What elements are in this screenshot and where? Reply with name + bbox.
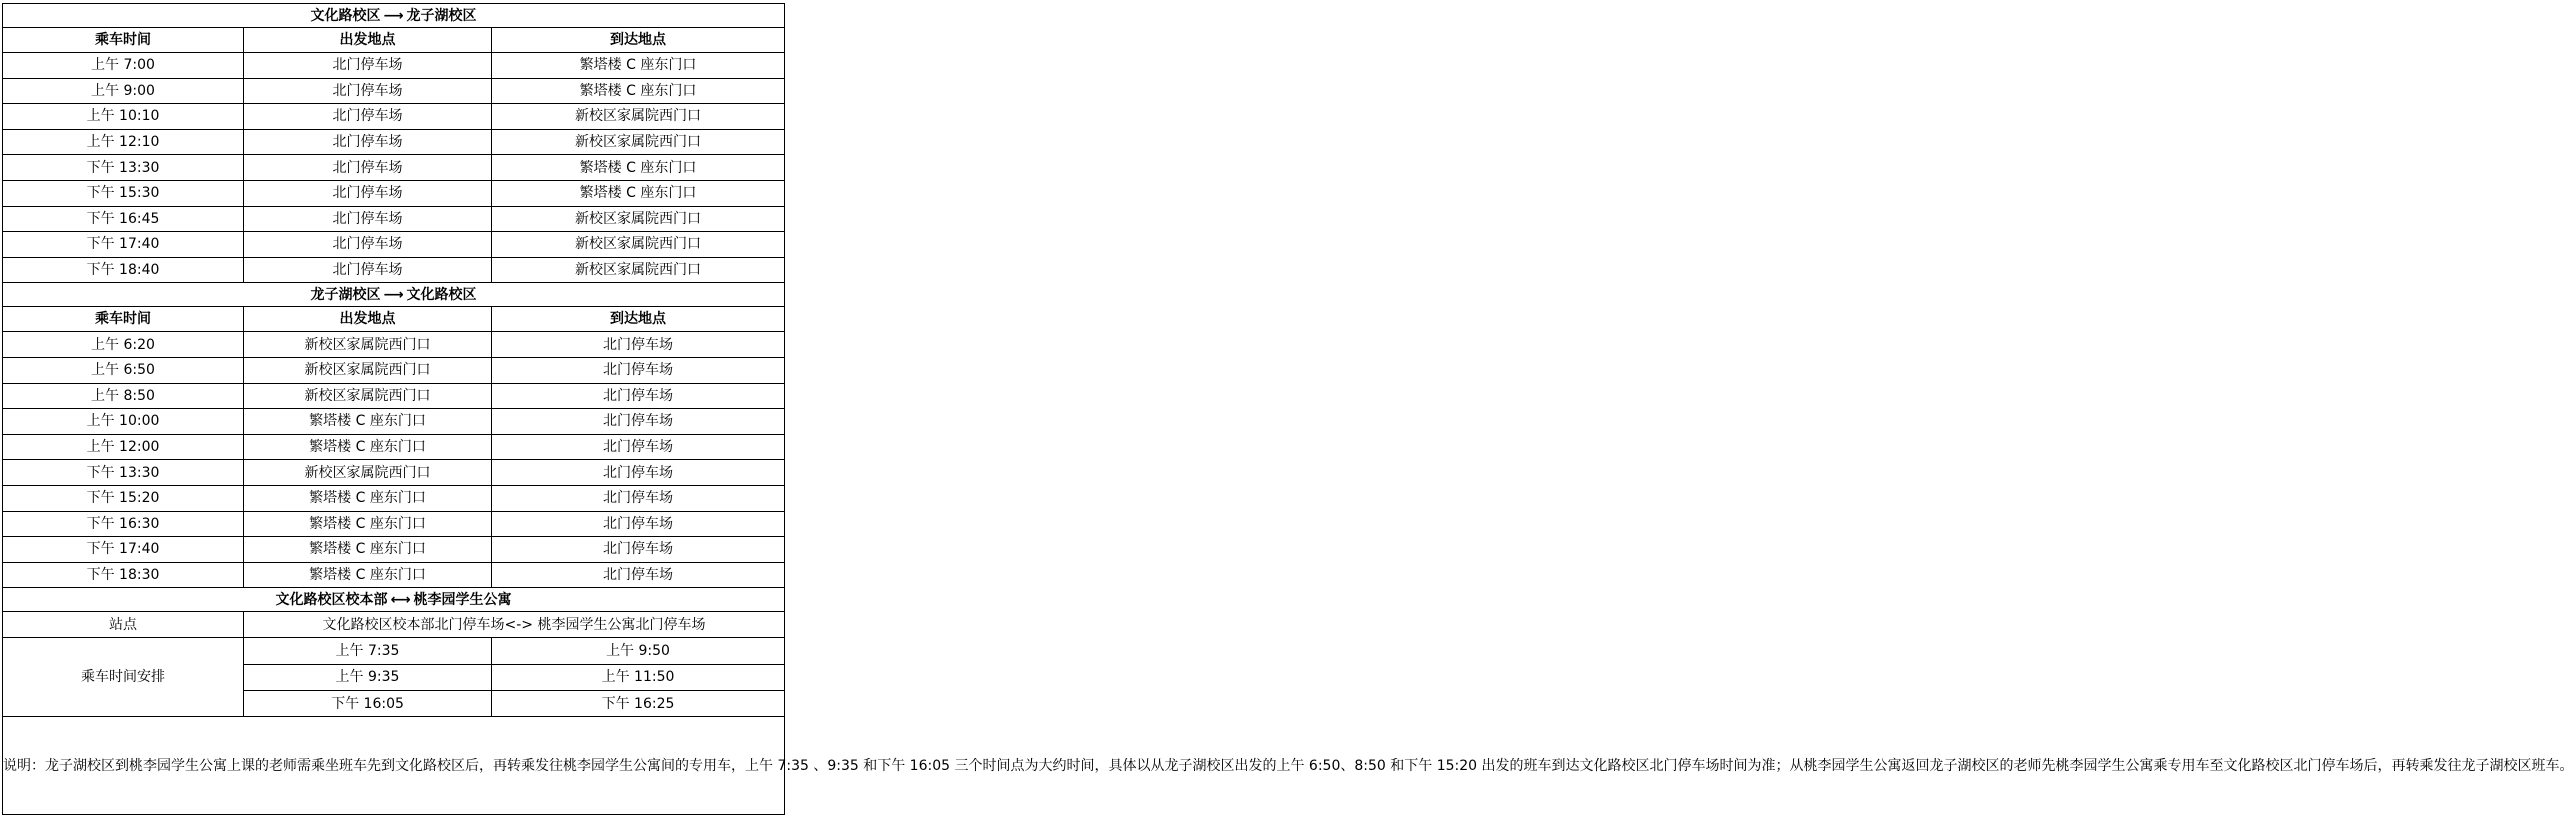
section1-header-row [3,28,785,53]
departure-place-cell: 繁塔楼 C 座东门口 [244,511,492,537]
shuttle-time-right: 下午 16:25 [492,690,785,716]
arrival-place-cell: 北门停车场 [492,537,785,563]
note-row [3,717,785,815]
section1-destination: 龙子湖校区 [406,7,477,24]
departure-time-cell: 下午 18:40 [3,257,244,283]
table-row [3,332,785,358]
table-row [3,511,785,537]
departure-place-cell: 新校区家属院西门口 [244,383,492,409]
departure-place-cell: 繁塔楼 C 座东门口 [244,537,492,563]
section2-title-row [3,283,785,307]
departure-place-cell: 繁塔楼 C 座东门口 [244,409,492,435]
shuttle-time-right: 上午 9:50 [492,638,785,664]
section3-origin: 文化路校区校本部 [275,591,388,608]
bus-schedule-table [2,3,2574,815]
arrival-place-cell: 繁塔楼 C 座东门口 [492,78,785,104]
shuttle-time-right: 上午 11:50 [492,664,785,690]
departure-time-cell: 上午 12:10 [3,129,244,155]
arrival-place-cell: 繁塔楼 C 座东门口 [492,155,785,181]
departure-time-cell: 上午 10:10 [3,104,244,130]
right-arrow-icon: ⟶ [383,7,404,24]
table-row [3,562,785,588]
arrival-place-cell: 新校区家属院西门口 [492,129,785,155]
arrival-place-cell: 北门停车场 [492,562,785,588]
departure-place-cell: 繁塔楼 C 座东门口 [244,562,492,588]
departure-place-cell: 北门停车场 [244,129,492,155]
arrival-place-cell: 北门停车场 [492,383,785,409]
shuttle-time-left: 上午 9:35 [244,664,492,690]
section3-title [3,588,785,612]
table-row [3,434,785,460]
table-row [3,485,785,511]
right-arrow-icon: ⟶ [383,286,404,303]
arrival-place-cell: 新校区家属院西门口 [492,257,785,283]
arrival-place-cell: 北门停车场 [492,511,785,537]
section2-header-row [3,307,785,332]
column-header-time: 乘车时间 [3,307,244,332]
departure-place-cell: 北门停车场 [244,155,492,181]
departure-place-cell: 北门停车场 [244,257,492,283]
departure-time-cell: 下午 16:45 [3,206,244,232]
table-row [3,357,785,383]
section3-title-row [3,588,785,612]
table-row [3,232,785,258]
schedule-body [3,4,2574,815]
table-row [3,104,785,130]
departure-time-cell: 上午 12:00 [3,434,244,460]
table-row [3,53,785,79]
table-row [3,383,785,409]
shuttle-time-left: 上午 7:35 [244,638,492,664]
shuttle-time-left: 下午 16:05 [244,690,492,716]
departure-place-cell: 新校区家属院西门口 [244,332,492,358]
table-row [3,257,785,283]
section1-title [3,4,785,28]
departure-time-cell: 下午 16:30 [3,511,244,537]
departure-time-cell: 上午 6:20 [3,332,244,358]
column-header-arrival: 到达地点 [492,28,785,53]
section2-origin: 龙子湖校区 [310,286,381,303]
arrival-place-cell: 北门停车场 [492,332,785,358]
departure-place-cell: 北门停车场 [244,104,492,130]
section3-destination: 桃李园学生公寓 [413,591,512,608]
table-row [3,78,785,104]
departure-time-cell: 下午 17:40 [3,232,244,258]
section1-title-row [3,4,785,28]
arrival-place-cell: 新校区家属院西门口 [492,104,785,130]
stop-row [3,612,785,638]
departure-time-cell: 上午 6:50 [3,357,244,383]
arrival-place-cell: 北门停车场 [492,409,785,435]
departure-time-cell: 下午 13:30 [3,460,244,486]
departure-place-cell: 北门停车场 [244,232,492,258]
arrival-place-cell: 北门停车场 [492,460,785,486]
note-text: 说明：龙子湖校区到桃李园学生公寓上课的老师需乘坐班车先到文化路校区后，再转乘发往桃李园学生公寓间的专用车，上午 7:35 、9:35 和下午 16:05 三个时间点为大约时间，具体以从龙子湖校区出发的上午 6:50、8:50 和下午 15:20 出发的班车到达文化路校区北门停车场时间为准；从桃李园学生公寓返回龙子湖校区的老师先桃李园学生公寓乘专用车至文化路校区北门停车场后，再转乘发往龙子湖校区班车。 [3,717,785,815]
departure-place-cell: 北门停车场 [244,53,492,79]
bidirectional-arrow-icon: ⟷ [390,591,411,608]
arrival-place-cell: 北门停车场 [492,357,785,383]
column-header-departure: 出发地点 [244,307,492,332]
departure-place-cell: 繁塔楼 C 座东门口 [244,485,492,511]
table-row [3,537,785,563]
section1-origin: 文化路校区 [310,7,381,24]
column-header-arrival: 到达地点 [492,307,785,332]
departure-place-cell: 新校区家属院西门口 [244,460,492,486]
column-header-time: 乘车时间 [3,28,244,53]
departure-time-cell: 下午 15:20 [3,485,244,511]
stop-value: 文化路校区校本部北门停车场<-> 桃李园学生公寓北门停车场 [244,612,785,638]
departure-time-cell: 下午 18:30 [3,562,244,588]
arrival-place-cell: 新校区家属院西门口 [492,232,785,258]
table-row [3,460,785,486]
arrival-place-cell: 繁塔楼 C 座东门口 [492,180,785,206]
departure-place-cell: 北门停车场 [244,78,492,104]
table-row [3,409,785,435]
departure-place-cell: 北门停车场 [244,180,492,206]
departure-time-cell: 上午 8:50 [3,383,244,409]
stop-label: 站点 [3,612,244,638]
departure-place-cell: 北门停车场 [244,206,492,232]
table-row [3,155,785,181]
departure-time-cell: 上午 9:00 [3,78,244,104]
departure-time-cell: 上午 10:00 [3,409,244,435]
departure-time-cell: 上午 7:00 [3,53,244,79]
arrival-place-cell: 新校区家属院西门口 [492,206,785,232]
departure-time-cell: 下午 13:30 [3,155,244,181]
section2-destination: 文化路校区 [406,286,477,303]
table-row [3,180,785,206]
departure-time-cell: 下午 17:40 [3,537,244,563]
table-row [3,206,785,232]
section2-title [3,283,785,307]
table-row [3,129,785,155]
departure-place-cell: 新校区家属院西门口 [244,357,492,383]
arrival-place-cell: 北门停车场 [492,434,785,460]
column-header-departure: 出发地点 [244,28,492,53]
schedule-label: 乘车时间安排 [3,638,244,717]
schedule-row [3,638,785,664]
arrival-place-cell: 北门停车场 [492,485,785,511]
departure-time-cell: 下午 15:30 [3,180,244,206]
departure-place-cell: 繁塔楼 C 座东门口 [244,434,492,460]
arrival-place-cell: 繁塔楼 C 座东门口 [492,53,785,79]
